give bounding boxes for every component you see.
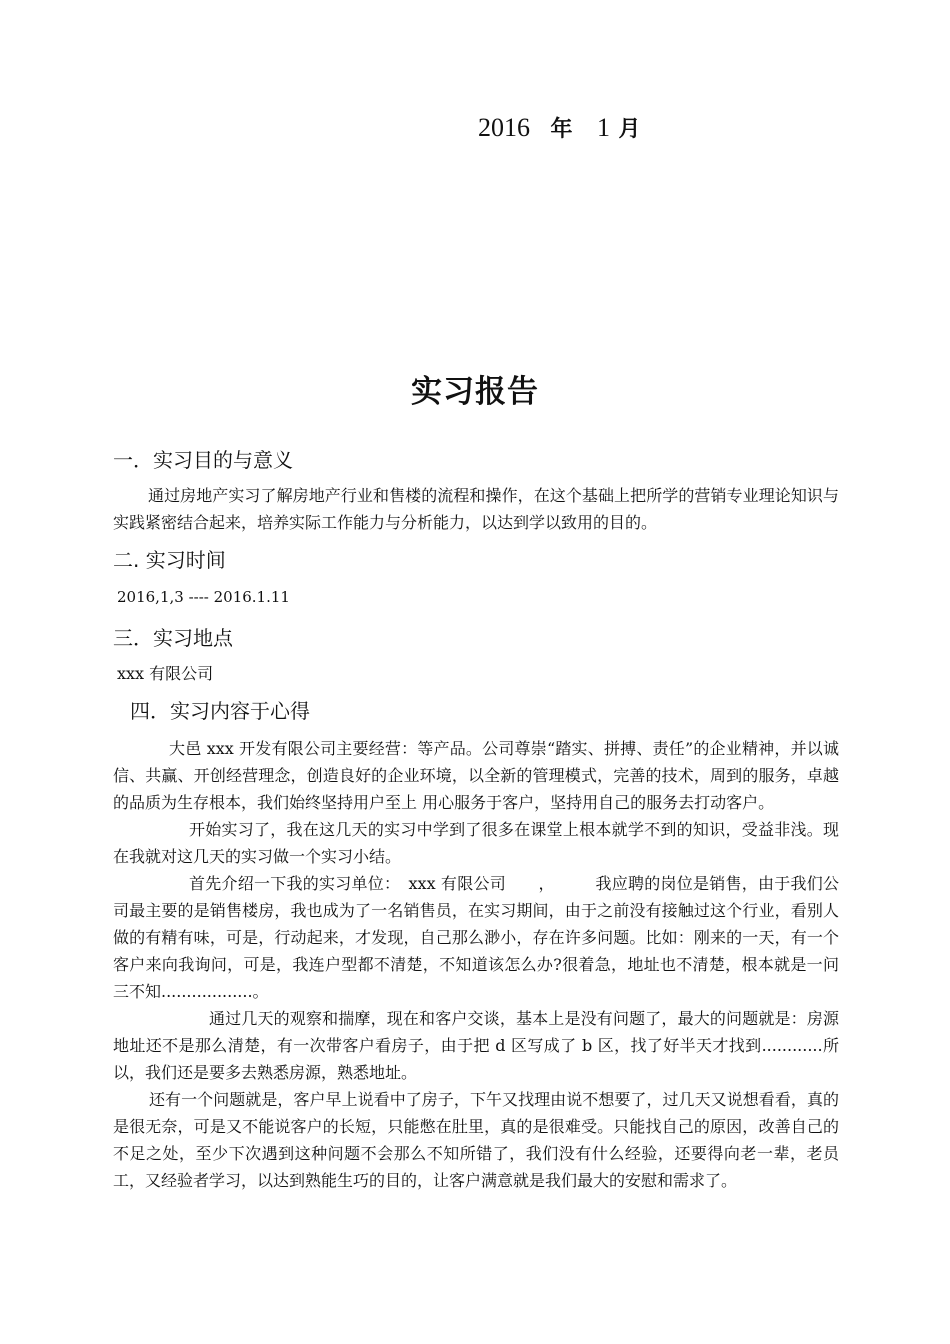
unit-paragraph: 首先介绍一下我的实习单位： xxx 有限公司 ， 我应聘的岗位是销售，由于我们公司最主要的是销售楼房，我也成为了一名销售员，在实习期间，由于之前没有接触过这个行业，看别人做的有精有味，可是，行动起来，才发现，自己那么渺小，存在许多问题。比如：刚来的一天，有一个客户来向我询问，可是，我连户型都不清楚，不知道该怎么办?很着急，地址也不清楚，根本就是一问三不知..................。 <box>113 874 839 1001</box>
company-intro-paragraph: 大邑 xxx 开发有限公司主要经营：等产品。公司尊崇“踏实、拼搏、责任”的企业精神，并以诚信、共赢、开创经营理念，创造良好的企业环境，以全新的管理模式，完善的技术，周到的服务，卓越的品质为生存根本，我们始终坚持用户至上 用心服务于客户，坚持用自己的服务去打动客户。 <box>113 739 839 812</box>
report-title: 实习报告 <box>411 374 539 410</box>
section-heading-content: 四．实习内容于心得 <box>130 699 310 723</box>
section-heading-location: 三．实习地点 <box>113 626 233 650</box>
purpose-paragraph: 通过房地产实习了解房地产行业和售楼的流程和操作，在这个基础上把所学的营销专业理论知识与实践紧密结合起来，培养实际工作能力与分析能力，以达到学以致用的目的。 <box>113 486 839 532</box>
internship-time-value: 2016,1,3 ---- 2016.1.11 <box>117 588 290 606</box>
report-body <box>113 446 839 1194</box>
date-month-char: 月 <box>618 117 641 142</box>
section-heading-time: 二. 实习时间 <box>113 548 226 572</box>
internship-location-value: xxx 有限公司 <box>117 664 214 683</box>
report-date <box>478 112 641 143</box>
start-paragraph: 开始实习了，我在这几天的实习中学到了很多在课堂上根本就学不到的知识，受益非浅。现在我就对这几天的实习做一个实习小结。 <box>113 820 839 866</box>
observation-paragraph: 通过几天的观察和揣摩，现在和客户交谈，基本上是没有问题了，最大的问题就是：房源地址还不是那么清楚，有一次带客户看房子，由于把 d 区写成了 b 区，找了好半天才找到............所以，我们还是要多去熟悉房源，熟悉地址。 <box>113 1009 839 1082</box>
date-year-char: 年 <box>550 117 573 142</box>
problem-paragraph: 还有一个问题就是，客户早上说看中了房子，下午又找理由说不想要了，过几天又说想看看，真的是很无奈，可是又不能说客户的长短，只能憋在肚里，真的是很难受。只能找自己的原因，改善自己的不足之处，至少下次遇到这种问题不会那么不知所错了，我们没有什么经验，还要得向老一辈，老员工，又经验者学习，以达到熟能生巧的目的，让客户满意就是我们最大的安慰和需求了。 <box>113 1090 839 1190</box>
section-heading-purpose: 一．实习目的与意义 <box>113 448 293 472</box>
date-month: 1 <box>597 113 611 142</box>
date-year: 2016 <box>478 113 530 142</box>
